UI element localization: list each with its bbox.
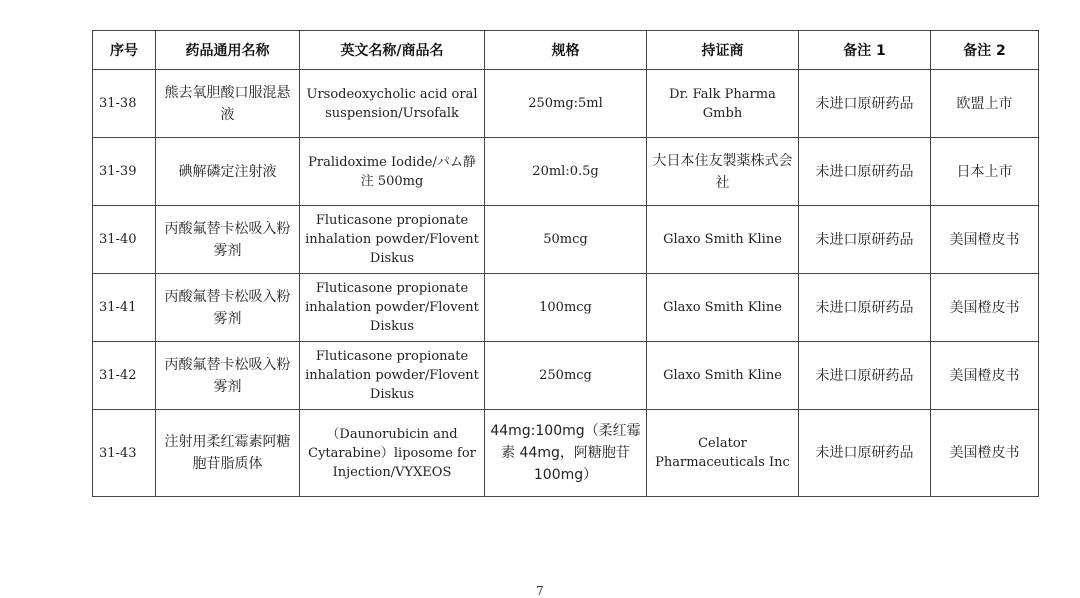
cell-license-holder: Glaxo Smith Kline xyxy=(647,274,799,342)
cell-specification: 250mcg xyxy=(485,342,647,410)
cell-generic-name: 丙酸氟替卡松吸入粉雾剂 xyxy=(156,274,300,342)
cell-english-name: （Daunorubicin and Cytarabine）liposome for Injection/VYXEOS xyxy=(300,410,485,497)
table-row xyxy=(93,410,1039,497)
cell-license-holder: 大日本住友製薬株式会社 xyxy=(647,138,799,206)
header-note-1: 备注 1 xyxy=(799,31,931,70)
page-number: 7 xyxy=(536,584,544,598)
cell-generic-name: 丙酸氟替卡松吸入粉雾剂 xyxy=(156,206,300,274)
header-license-holder: 持证商 xyxy=(647,31,799,70)
cell-license-holder: Glaxo Smith Kline xyxy=(647,206,799,274)
table-header-row xyxy=(93,31,1039,70)
cell-generic-name: 熊去氧胆酸口服混悬液 xyxy=(156,70,300,138)
cell-specification: 44mg:100mg（柔红霉素 44mg，阿糖胞苷 100mg） xyxy=(485,410,647,497)
table-row xyxy=(93,138,1039,206)
cell-serial-number: 31-43 xyxy=(93,410,156,497)
header-specification: 规格 xyxy=(485,31,647,70)
cell-note-1: 未进口原研药品 xyxy=(799,138,931,206)
table-row xyxy=(93,206,1039,274)
cell-note-2: 美国橙皮书 xyxy=(931,274,1039,342)
cell-license-holder: Glaxo Smith Kline xyxy=(647,342,799,410)
cell-note-2: 美国橙皮书 xyxy=(931,206,1039,274)
table-row xyxy=(93,274,1039,342)
drug-list-table xyxy=(92,30,1039,497)
cell-serial-number: 31-39 xyxy=(93,138,156,206)
cell-license-holder: Celator Pharmaceuticals Inc xyxy=(647,410,799,497)
cell-serial-number: 31-40 xyxy=(93,206,156,274)
cell-note-1: 未进口原研药品 xyxy=(799,70,931,138)
cell-generic-name: 碘解磷定注射液 xyxy=(156,138,300,206)
cell-license-holder: Dr. Falk Pharma Gmbh xyxy=(647,70,799,138)
cell-specification: 250mg:5ml xyxy=(485,70,647,138)
cell-specification: 100mcg xyxy=(485,274,647,342)
cell-english-name: Ursodeoxycholic acid oral suspension/Ursofalk xyxy=(300,70,485,138)
cell-note-1: 未进口原研药品 xyxy=(799,410,931,497)
header-note-2: 备注 2 xyxy=(931,31,1039,70)
cell-note-2: 美国橙皮书 xyxy=(931,410,1039,497)
cell-english-name: Fluticasone propionate inhalation powder/Flovent Diskus xyxy=(300,206,485,274)
table-row xyxy=(93,70,1039,138)
cell-note-2: 美国橙皮书 xyxy=(931,342,1039,410)
header-english-name: 英文名称/商品名 xyxy=(300,31,485,70)
cell-note-1: 未进口原研药品 xyxy=(799,274,931,342)
cell-note-1: 未进口原研药品 xyxy=(799,342,931,410)
cell-serial-number: 31-42 xyxy=(93,342,156,410)
cell-serial-number: 31-41 xyxy=(93,274,156,342)
cell-english-name: Pralidoxime Iodide/パム静注 500mg xyxy=(300,138,485,206)
cell-serial-number: 31-38 xyxy=(93,70,156,138)
cell-specification: 50mcg xyxy=(485,206,647,274)
cell-generic-name: 丙酸氟替卡松吸入粉雾剂 xyxy=(156,342,300,410)
header-serial-number: 序号 xyxy=(93,31,156,70)
header-generic-name: 药品通用名称 xyxy=(156,31,300,70)
cell-english-name: Fluticasone propionate inhalation powder/Flovent Diskus xyxy=(300,342,485,410)
cell-english-name: Fluticasone propionate inhalation powder/Flovent Diskus xyxy=(300,274,485,342)
cell-specification: 20ml:0.5g xyxy=(485,138,647,206)
cell-generic-name: 注射用柔红霉素阿糖胞苷脂质体 xyxy=(156,410,300,497)
cell-note-2: 欧盟上市 xyxy=(931,70,1039,138)
cell-note-1: 未进口原研药品 xyxy=(799,206,931,274)
table-row xyxy=(93,342,1039,410)
cell-note-2: 日本上市 xyxy=(931,138,1039,206)
